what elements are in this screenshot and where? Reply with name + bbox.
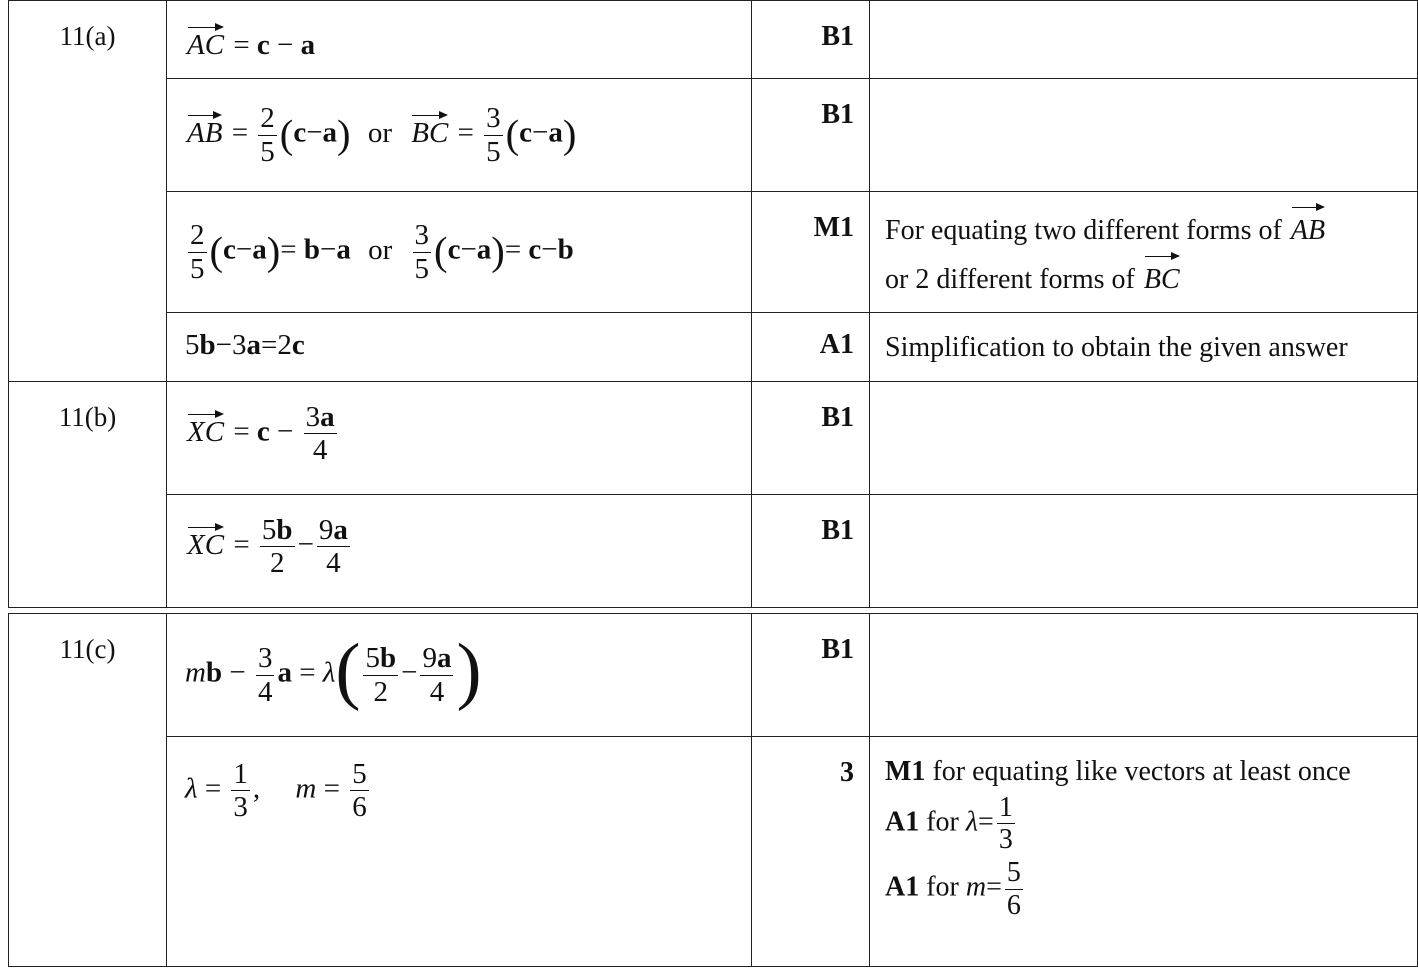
- fraction: $\frac{3}{5}$: [486, 102, 501, 168]
- guidance-cell: [870, 614, 1418, 737]
- fraction: $\frac{3}{5}$: [414, 219, 430, 285]
- table-row: [9, 495, 1418, 608]
- vector-ac: AC: [187, 23, 224, 62]
- vector-xc: XC: [187, 523, 224, 562]
- answer-cell: mb − $\frac{3}{4}$ a = λ( $\frac{5b}{2}$ − $\frac{9a}{4}$ ): [167, 614, 752, 737]
- guidance-cell: Simplification to obtain the given answer: [870, 313, 1418, 382]
- question-number-11a: 11(a): [9, 1, 167, 382]
- answer-cell: $\frac{2}{5}$ (c−a)= b−a or $\frac{3}{5}$ (c−a)= c−b: [167, 192, 752, 313]
- fraction: $\frac{5b}{2}$: [261, 514, 293, 580]
- mark-scheme-table-ab: [8, 0, 1418, 608]
- vector-bc: BC: [1144, 252, 1180, 301]
- fraction: $\frac{3a}{4}$: [305, 401, 335, 467]
- guidance-cell: For equating two different forms of AB or 2 different forms of BC: [870, 192, 1418, 313]
- answer-cell: XC = c − $\frac{3a}{4}$: [167, 382, 752, 495]
- mark-cell: B1: [752, 495, 870, 608]
- vector-ab: AB: [187, 111, 222, 150]
- answer-cell: AB = $\frac{2}{5}$ (c−a) or BC = $\frac{3}{5}$ (c−a): [167, 79, 752, 192]
- mark-cell: 3: [752, 737, 870, 967]
- vector-ab: AB: [1291, 203, 1325, 252]
- table-row: [9, 382, 1418, 495]
- question-number-11c: 11(c): [9, 614, 167, 967]
- fraction: $\frac{2}{5}$: [190, 219, 205, 285]
- mark-cell: B1: [752, 1, 870, 79]
- fraction: $\frac{5b}{2}$: [365, 642, 397, 708]
- fraction: $\frac{1}{3}$: [233, 758, 248, 824]
- guidance-cell: [870, 382, 1418, 495]
- fraction: $\frac{9a}{4}$: [422, 642, 452, 708]
- mark-cell: B1: [752, 382, 870, 495]
- mark-cell: A1: [752, 313, 870, 382]
- guidance-cell: M1 for equating like vectors at least once A1 for λ= $\frac{1}{3}$ A1 for m= $\frac{5}{6}$: [870, 737, 1418, 967]
- table-row: [9, 614, 1418, 737]
- answer-cell: AC = c − a: [167, 1, 752, 79]
- fraction: $\frac{3}{4}$: [257, 642, 273, 708]
- vector-bc: BC: [411, 111, 448, 150]
- fraction: $\frac{1}{3}$: [998, 791, 1013, 855]
- guidance-cell: [870, 495, 1418, 608]
- table-row: [9, 192, 1418, 313]
- answer-cell: XC = $\frac{5b}{2}$ − $\frac{9a}{4}$: [167, 495, 752, 608]
- table-row: [9, 737, 1418, 967]
- fraction: $\frac{5}{6}$: [352, 758, 367, 824]
- fraction: $\frac{5}{6}$: [1006, 857, 1021, 921]
- guidance-cell: [870, 1, 1418, 79]
- answer-cell: λ = $\frac{1}{3}$ , m = $\frac{5}{6}$: [167, 737, 752, 967]
- table-row: [9, 1, 1418, 79]
- mark-scheme-table-c: [8, 613, 1418, 967]
- table-row: [9, 313, 1418, 382]
- guidance-cell: [870, 79, 1418, 192]
- mark-cell: B1: [752, 614, 870, 737]
- mark-cell: M1: [752, 192, 870, 313]
- table-row: [9, 79, 1418, 192]
- question-number-11b: 11(b): [9, 382, 167, 608]
- answer-cell: 5b−3a=2c: [167, 313, 752, 382]
- vector-xc: XC: [187, 410, 224, 449]
- fraction: $\frac{9a}{4}$: [318, 514, 348, 580]
- fraction: $\frac{2}{5}$: [260, 102, 275, 168]
- mark-cell: B1: [752, 79, 870, 192]
